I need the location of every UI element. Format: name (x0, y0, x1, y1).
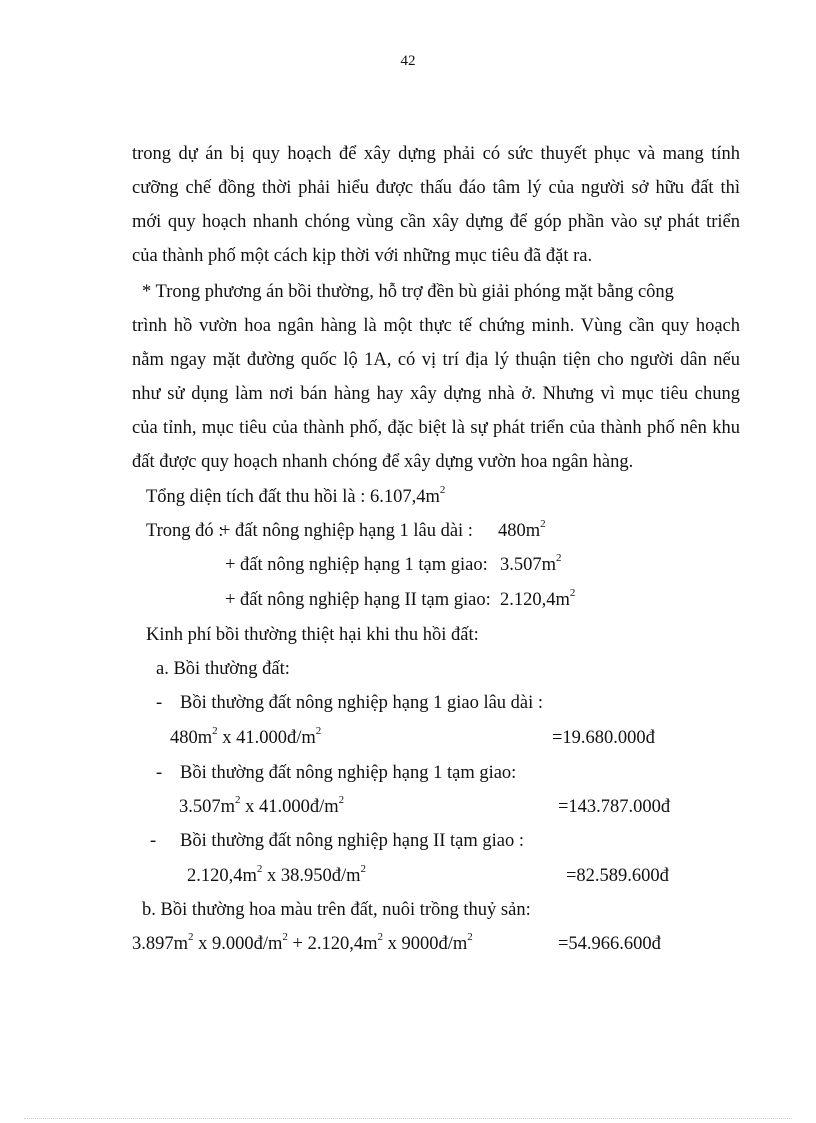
paragraph-line: * Trong phương án bồi thường, hỗ trợ đền bù giải phóng mặt bằng công (142, 282, 674, 302)
entry-formula: $3.507m^2$ x $41.000đ/m^2$ (179, 793, 345, 817)
entry-result: =143.787.000đ (558, 797, 671, 817)
breakdown-item-value: $3.507m^2$ (500, 551, 562, 575)
total-area: Tổng diện tích đất thu hồi là : $6.107,4m^2$ (146, 483, 446, 507)
entry-title: Bồi thường đất nông nghiệp hạng II tạm giao : (180, 831, 525, 851)
section-b-heading: b. Bồi thường hoa màu trên đất, nuôi trồng thuỷ sản: (142, 900, 531, 920)
entry-result: =19.680.000đ (552, 728, 655, 748)
paragraph-line: nằm ngay mặt đường quốc lộ 1A, có vị trí địa lý thuận tiện cho người dân nếu (132, 350, 740, 370)
entry-dash: - (150, 831, 157, 851)
paragraph-line: cưỡng chế đồng thời phải hiểu được thấu đáo tâm lý của người sở hữu đất thì (132, 178, 740, 198)
paragraph-line: đất được quy hoạch nhanh chóng để xây dựng vườn hoa ngân hàng. (132, 452, 634, 472)
entry-formula: $2.120,4m^2$ x $38.950đ/m^2$ (187, 862, 367, 886)
funding-heading: Kinh phí bồi thường thiệt hại khi thu hồi đất: (146, 625, 479, 645)
section-b-result: =54.966.600đ (558, 934, 661, 954)
paragraph-line: của thành phố một cách kịp thời với những mục tiêu đã đặt ra. (132, 246, 593, 266)
breakdown-item-label: + đất nông nghiệp hạng 1 lâu dài : (220, 521, 473, 541)
paragraph-line: như sử dụng làm nơi bán hàng hay xây dựng nhà ở. Nhưng vì mục tiêu chung (132, 384, 740, 404)
entry-result: =82.589.600đ (566, 866, 669, 886)
breakdown-prefix: Trong đó : (146, 521, 224, 541)
entry-title: Bồi thường đất nông nghiệp hạng 1 tạm giao: (180, 763, 517, 783)
breakdown-item-label: + đất nông nghiệp hạng II tạm giao: (225, 590, 491, 610)
section-a-heading: a. Bồi thường đất: (156, 659, 290, 679)
entry-dash: - (156, 763, 163, 783)
paragraph-line: trình hồ vườn hoa ngân hàng là một thực tế chứng minh. Vùng cần quy hoạch (132, 316, 740, 336)
paragraph-line: mới quy hoạch nhanh chóng vùng cần xây dựng để góp phần vào sự phát triển (132, 212, 740, 232)
paragraph-line: của tỉnh, mục tiêu của thành phố, đặc biệt là sự phát triển của thành phố nên khu (132, 418, 740, 438)
paragraph-line: trong dự án bị quy hoạch để xây dựng phải có sức thuyết phục và mang tính (132, 144, 740, 164)
page-bottom-rule (24, 1118, 792, 1119)
entry-formula: $480m^2$ x $41.000đ/m^2$ (170, 724, 322, 748)
breakdown-item-value: $2.120,4m^2$ (500, 586, 576, 610)
breakdown-item-label: + đất nông nghiệp hạng 1 tạm giao: (225, 555, 488, 575)
entry-title: Bồi thường đất nông nghiệp hạng 1 giao lâu dài : (180, 693, 544, 713)
entry-dash: - (156, 693, 163, 713)
page-number: 42 (400, 53, 416, 69)
section-b-formula: $3.897m^2$ x $9.000đ/m^2 + 2.120,4m^2$ x $9000đ/m^2$ (132, 930, 473, 954)
breakdown-item-value: $480m^2$ (498, 517, 546, 541)
